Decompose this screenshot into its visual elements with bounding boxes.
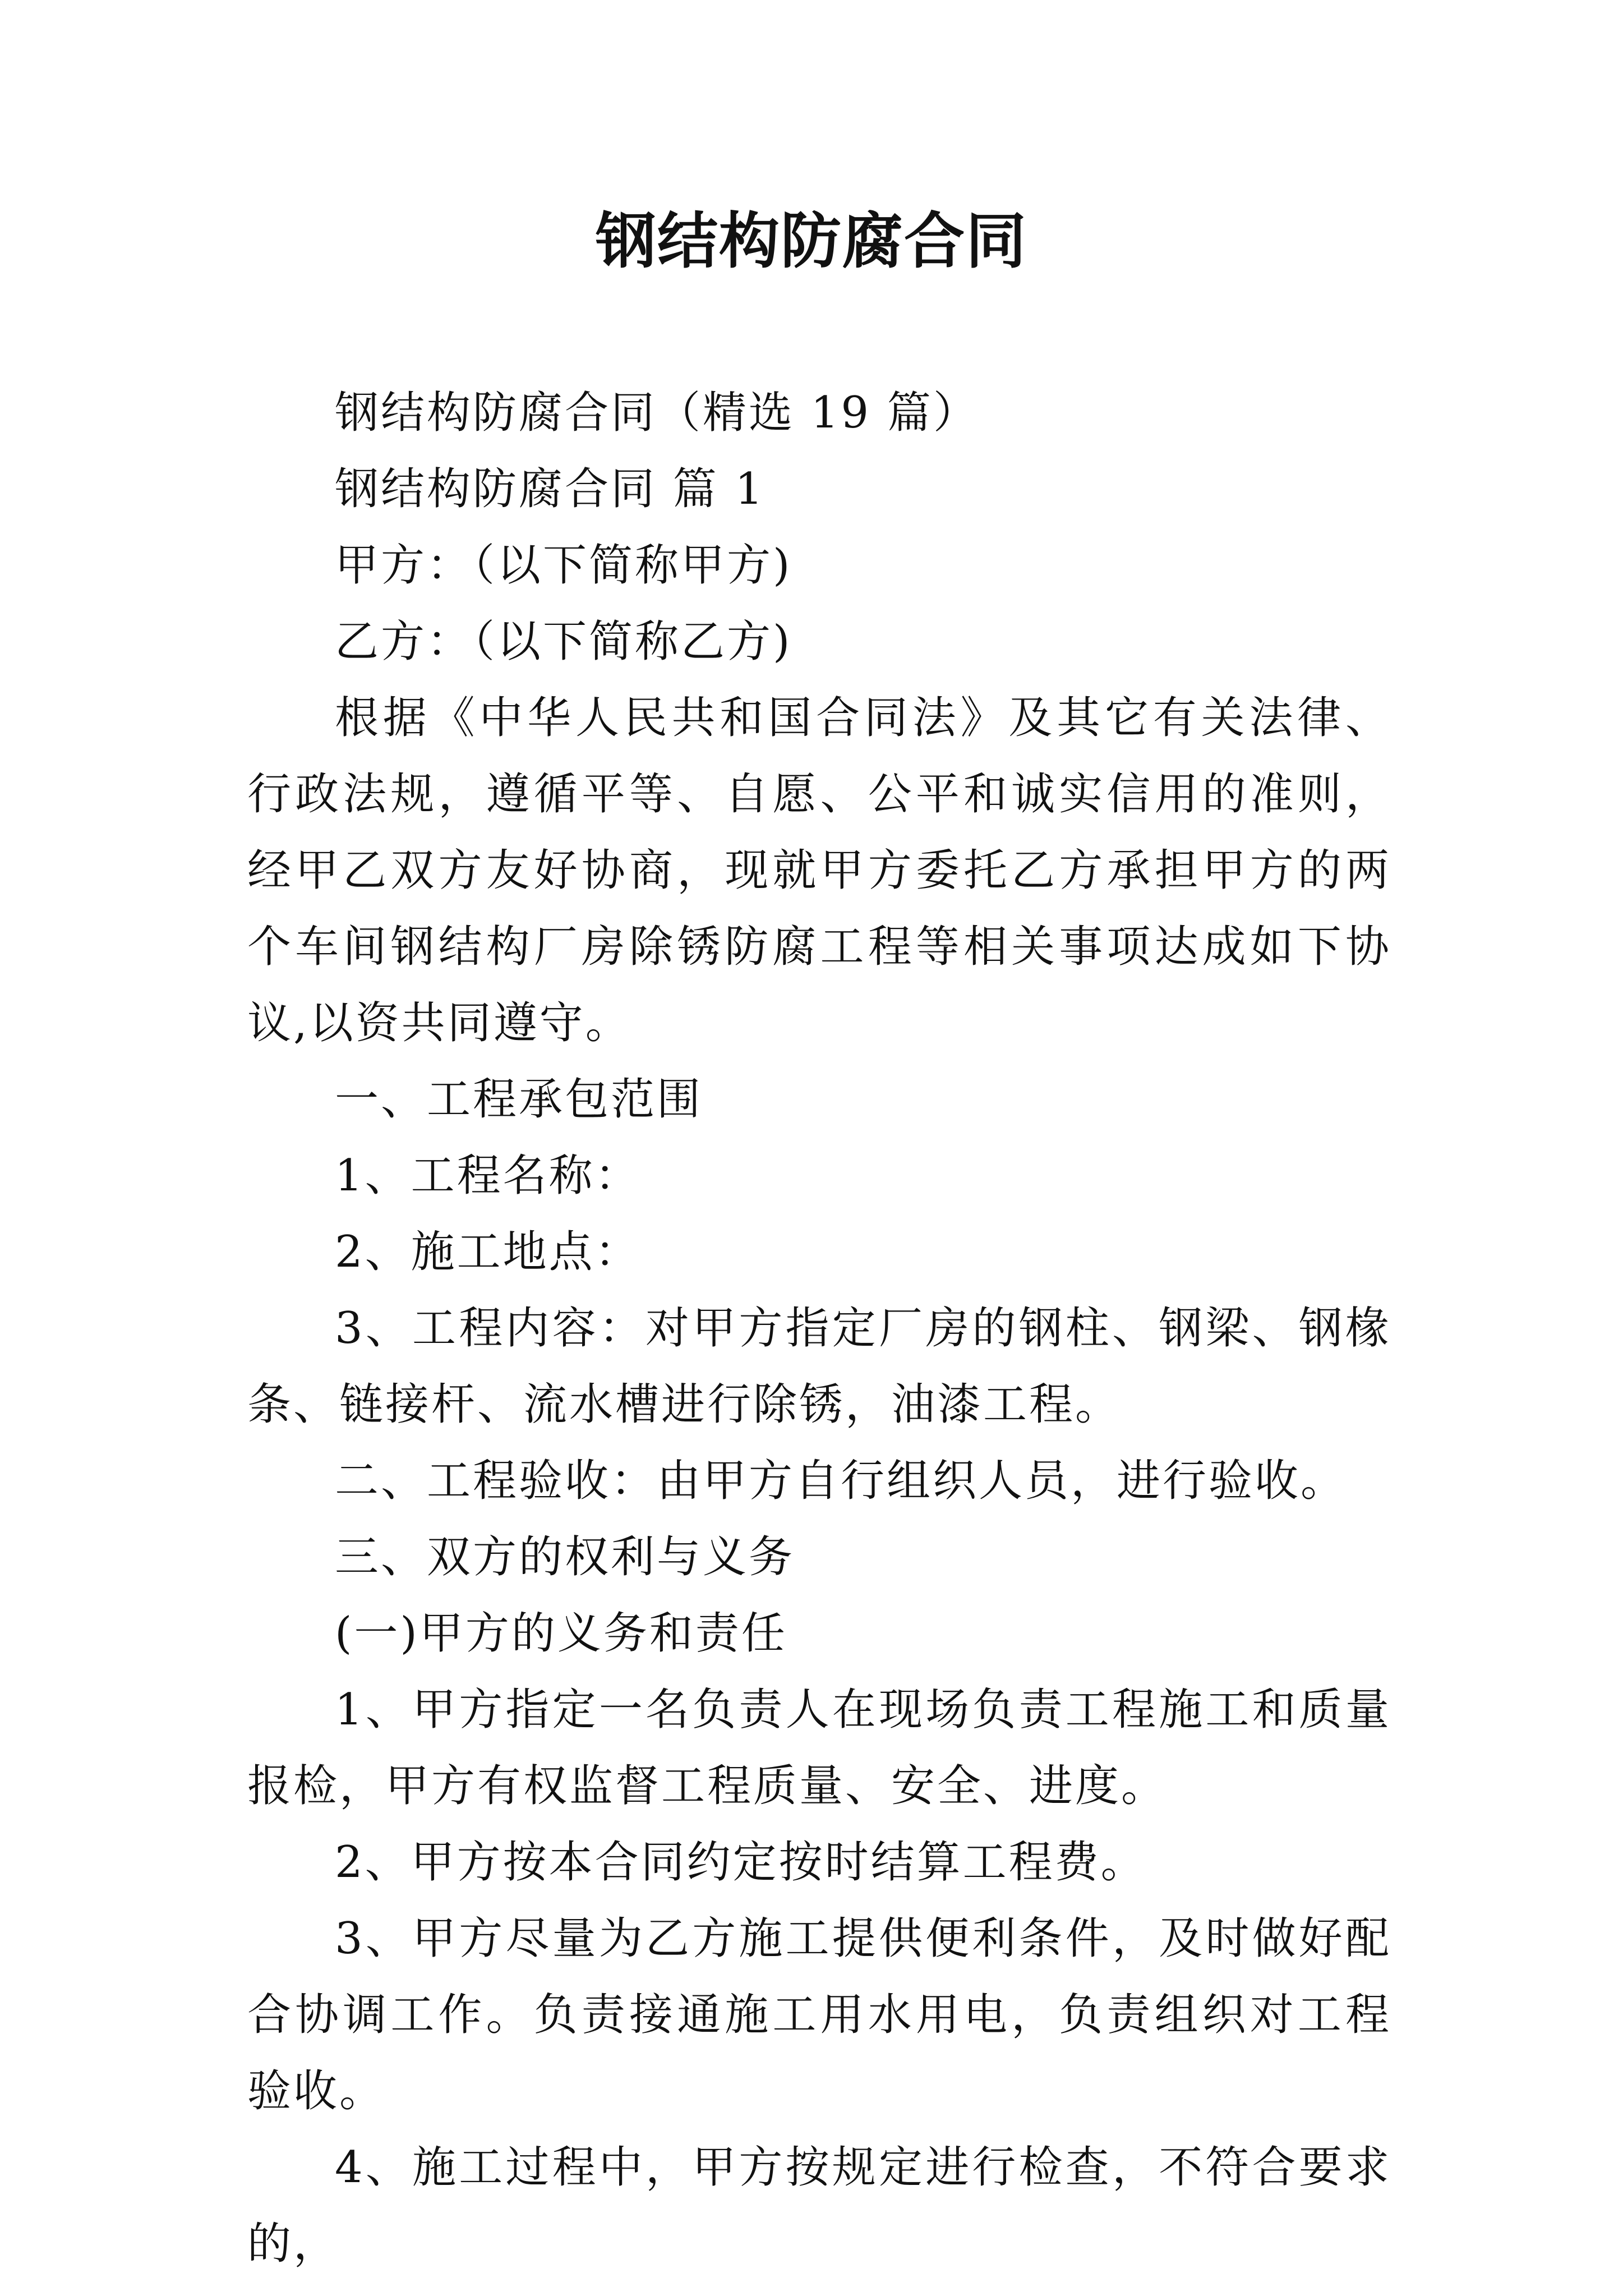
paragraph-preamble: 根据《中华人民共和国合同法》及其它有关法律、行政法规，遵循平等、自愿、公平和诚实信用的准则，经甲乙双方友好协商，现就甲方委托乙方承担甲方的两个车间钢结构厂房除锈防腐工程等相关事项达成如下协议,以资共同遵守。	[247, 693, 1391, 1048]
paragraph-acceptance: 二、工程验收：由甲方自行组织人员，进行验收。	[335, 1456, 1347, 1506]
paragraph-duty-1: 1、甲方指定一名负责人在现场负责工程施工和质量报检，甲方有权监督工程质量、安全、进度。	[247, 1685, 1391, 1811]
paragraph-rights-heading: 三、双方的权利与义务	[335, 1532, 795, 1582]
paragraph-party-b: 乙方：（以下简称乙方)	[335, 616, 792, 667]
paragraph-scope-heading: 一、工程承包范围	[335, 1074, 703, 1125]
paragraph-party-a: 甲方：（以下简称甲方)	[335, 540, 792, 591]
paragraph-duty-4: 4、施工过程中，甲方按规定进行检查，不符合要求的，	[247, 2142, 1391, 2269]
document-body	[247, 375, 1391, 2282]
paragraph-party-a-duties-heading: (一)甲方的义务和责任	[335, 1608, 787, 1659]
paragraph-section-heading: 钢结构防腐合同 篇 1	[335, 464, 766, 514]
paragraph-duty-2: 2、甲方按本合同约定按时结算工程费。	[335, 1837, 1147, 1888]
document-title: 钢结构防腐合同	[595, 206, 1027, 277]
paragraph-site-location: 2、施工地点：	[335, 1227, 641, 1277]
paragraph-duty-3: 3、甲方尽量为乙方施工提供便利条件，及时做好配合协调工作。负责接通施工用水用电，负责组织对工程验收。	[247, 1913, 1391, 2116]
paragraph-subtitle: 钢结构防腐合同（精选 19 篇）	[335, 388, 979, 438]
paragraph-project-content: 3、工程内容：对甲方指定厂房的钢柱、钢梁、钢椽条、链接杆、流水槽进行除锈，油漆工程。	[247, 1303, 1391, 1430]
paragraph-project-name: 1、工程名称：	[335, 1151, 641, 1201]
